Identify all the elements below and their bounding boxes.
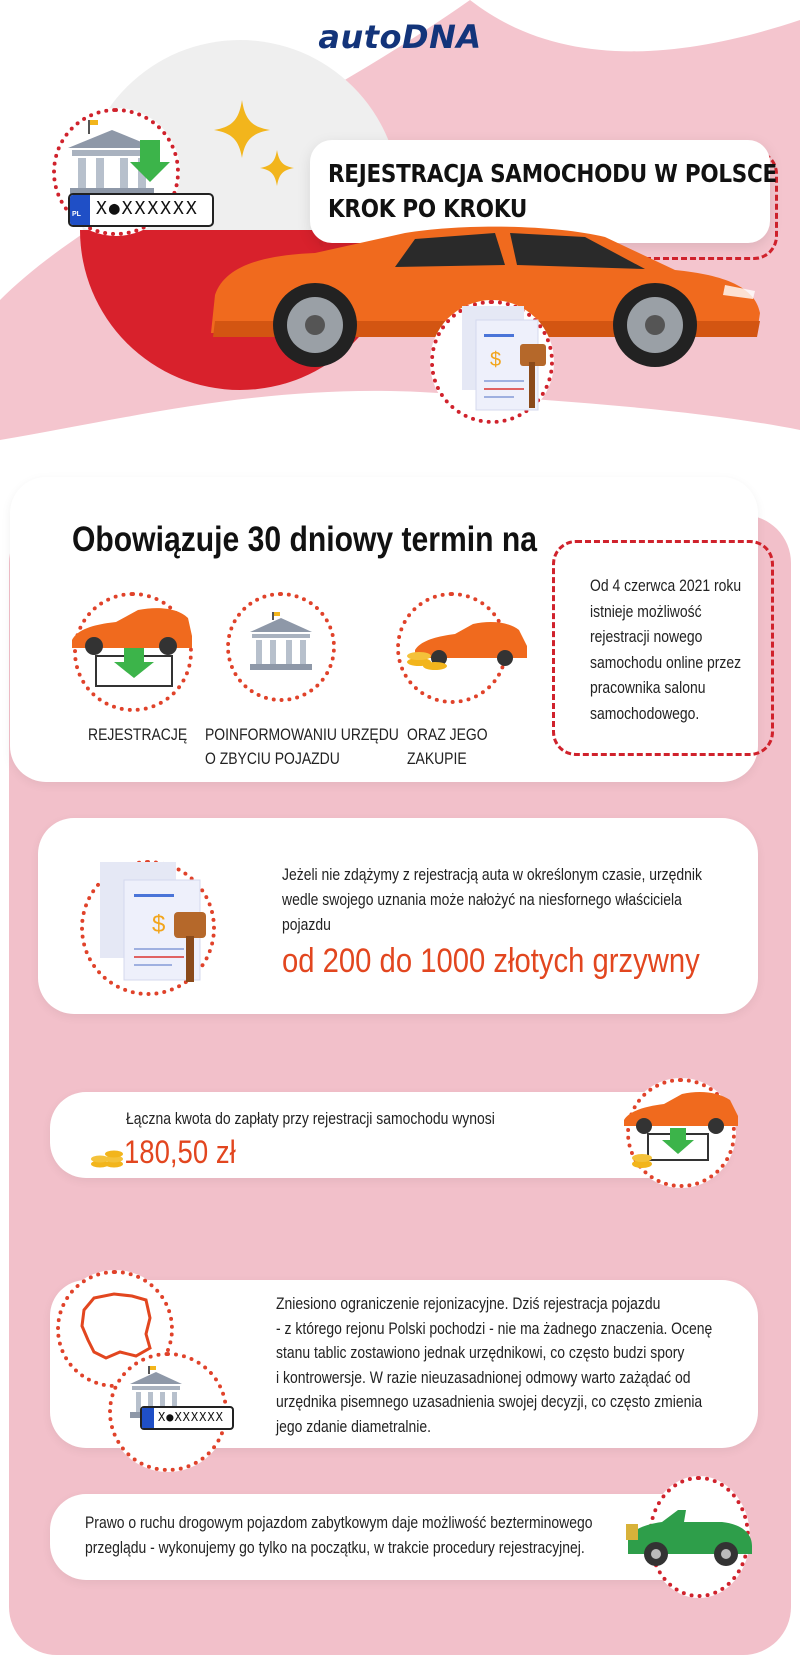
online-registration-note: Od 4 czerwca 2021 roku istnieje możliwość rejestracji nowego samochodu online przez pracownika salonu samochodowego. (590, 576, 742, 723)
deadline-item-3: ORAZ JEGO ZAKUPIE (407, 725, 488, 768)
car-coins-icon (405, 618, 535, 678)
fine-description: Jeżeli nie zdążymy z rejestracją auta w określonym czasie, urzędnik wedle swojego uznania może nałożyć na niesfornego właściciela pojazdu (282, 865, 702, 934)
eu-flag-icon: PL (70, 195, 90, 225)
svg-text:$: $ (152, 911, 166, 938)
fine-amount: od 200 do 1000 złotych grzywny (282, 942, 700, 980)
poland-map-icon (76, 1286, 156, 1366)
plate-number: X●XXXXXX (158, 1410, 224, 1424)
car-registration-icon (68, 600, 198, 690)
office-building-icon (246, 612, 316, 676)
document-gavel-icon (440, 300, 570, 430)
deadline-heading: Obowiązuje 30 dniowy termin na (72, 520, 537, 559)
license-plate (140, 1406, 234, 1430)
brand-logo: autoDNA (318, 18, 482, 56)
coins-icon (90, 1142, 124, 1170)
vintage-car-icon (622, 1500, 758, 1574)
sparkle-icon (212, 100, 302, 200)
eu-flag-icon (142, 1408, 154, 1428)
cost-amount: 180,50 zł (124, 1134, 236, 1170)
cost-label: Łączna kwota do zapłaty przy rejestracji samochodu wynosi (126, 1109, 495, 1128)
page-title-line1: REJESTRACJA SAMOCHODU W POLSCE (328, 159, 777, 188)
deadline-item-1: REJESTRACJĘ (88, 725, 188, 744)
document-gavel-icon (90, 852, 230, 992)
arrow-down-icon (128, 140, 172, 184)
license-plate (68, 193, 214, 227)
car-registration-icon (620, 1090, 744, 1174)
deadline-item-2: POINFORMOWANIU URZĘDU O ZBYCIU POJAZDU (205, 725, 399, 768)
svg-text:$: $ (490, 349, 502, 371)
page-title-line2: KROK PO KROKU (328, 194, 528, 223)
vintage-description: Prawo o ruchu drogowym pojazdom zabytkowym daje możliwość bezterminowego przeglądu - wykonujemy go tylko na początku, w trakcie procedury rejestracyjnej. (85, 1513, 593, 1557)
plate-number: X●XXXXXX (96, 198, 199, 219)
region-description: Zniesiono ograniczenie rejonizacyjne. Dziś rejestracja pojazdu - z którego rejonu Polski pochodzi - nie ma żadnego znaczenia. Ocenę stanu tablic zostawiono jednak urzędnikowi, co często budzi spory i kontrowersje. W razie nieuzasadnionej odmowy warto zażądać od urzędnika pisemnego uzasadnienia swojej decyzji, co często zmienia jego zdanie diametralnie. (276, 1294, 713, 1436)
